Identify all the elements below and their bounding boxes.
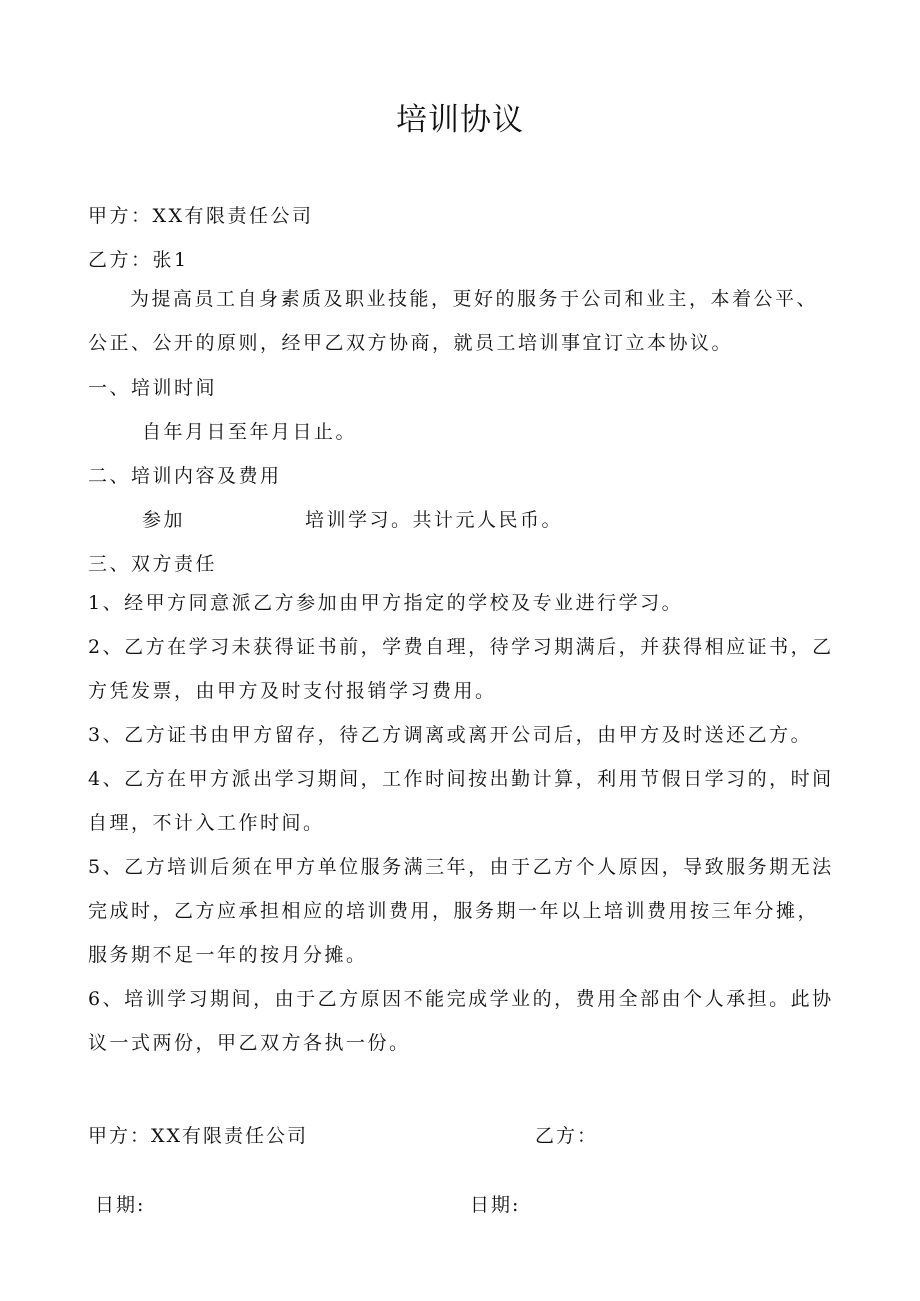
section2-text-prefix: 参加 — [142, 509, 186, 531]
section2-text-suffix: 培训学习。共计元人民币。 — [305, 509, 564, 531]
section1-text: 自年月日至年月日止。 — [142, 421, 358, 443]
section3-heading: 三、双方责任 — [88, 553, 218, 575]
signature-date-a: 日期: — [95, 1194, 146, 1216]
section2-heading: 二、培训内容及费用 — [88, 465, 282, 487]
signature-date-b: 日期: — [470, 1194, 521, 1216]
responsibility-item: 5、乙方培训后须在甲方单位服务满三年，由于乙方个人原因，导致服务期无法完成时，乙方应承担相应的培训费用，服务期一年以上培训费用按三年分摊，服务期不足一年的按月分摊。 — [88, 856, 834, 966]
party-a-line: 甲方：XX有限责任公司 — [88, 205, 314, 227]
section2-text — [142, 505, 563, 532]
responsibility-item: 6、培训学习期间，由于乙方原因不能完成学业的，费用全部由个人承担。此协议一式两份，甲乙双方各执一份。 — [88, 988, 834, 1054]
responsibility-item: 2、乙方在学习未获得证书前，学费自理，待学习期满后，并获得相应证书，乙方凭发票，由甲方及时支付报销学习费用。 — [88, 636, 834, 702]
signature-party-a: 甲方：XX有限责任公司 — [88, 1125, 309, 1147]
responsibility-item: 3、乙方证书由甲方留存，待乙方调离或离开公司后，由甲方及时送还乙方。 — [88, 724, 813, 746]
document-title: 培训协议 — [396, 102, 524, 138]
responsibility-item: 4、乙方在甲方派出学习期间，工作时间按出勤计算，利用节假日学习的，时间自理，不计入工作时间。 — [88, 768, 834, 834]
party-b-line: 乙方：张1 — [88, 249, 189, 271]
signature-party-b: 乙方： — [535, 1125, 599, 1147]
intro-paragraph: 为提高员工自身素质及职业技能，更好的服务于公司和业主，本着公平、公正、公开的原则，经甲乙双方协商，就员工培训事宜订立本协议。 — [88, 288, 819, 354]
responsibility-item: 1、经甲方同意派乙方参加由甲方指定的学校及专业进行学习。 — [88, 592, 684, 614]
section1-heading: 一、培训时间 — [88, 377, 218, 399]
